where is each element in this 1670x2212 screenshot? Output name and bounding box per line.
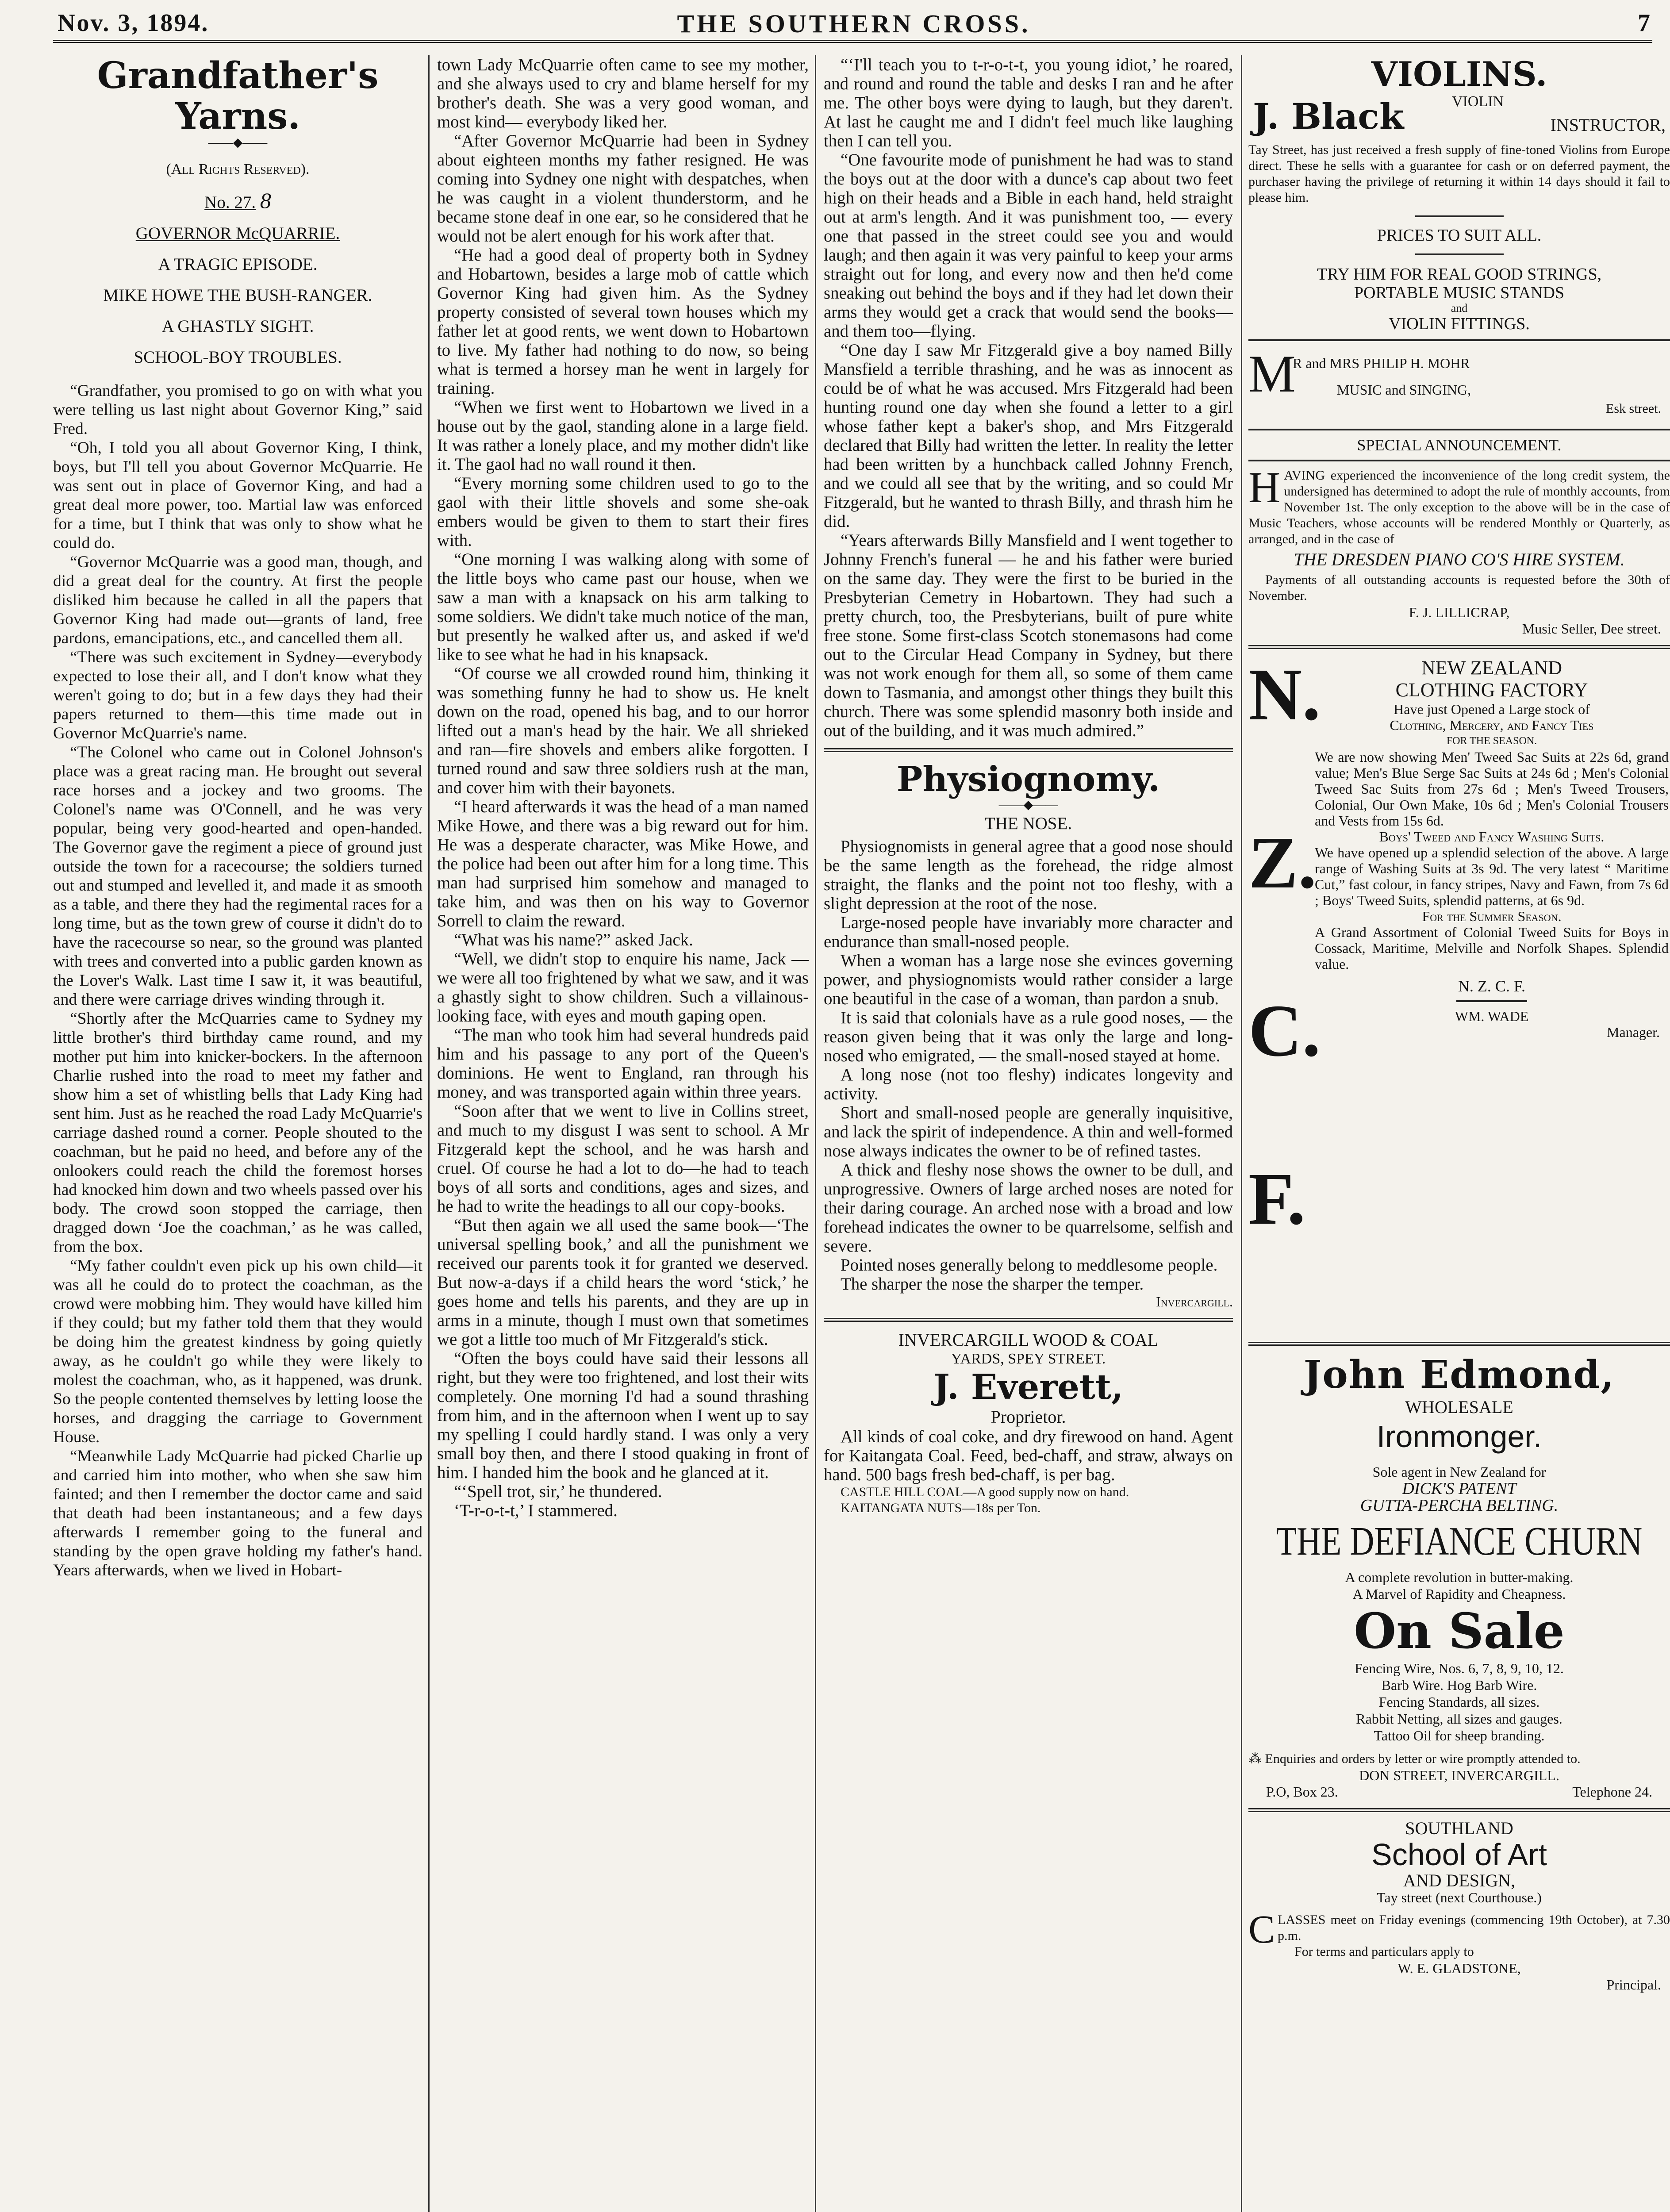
- section-rule: [1248, 1342, 1670, 1346]
- school-body: LASSES meet on Friday evenings (commencing 19th October), at 7.30 p.m.: [1278, 1912, 1670, 1943]
- nzcf-title1: NEW ZEALAND: [1421, 657, 1563, 679]
- section-rule: [824, 748, 1233, 752]
- edmond-box: P.O, Box 23.: [1266, 1784, 1338, 1800]
- paragraph: “What was his name?” asked Jack.: [454, 930, 693, 949]
- everett-heading: INVERCARGILL WOOD & COAL: [898, 1330, 1159, 1350]
- edmond-telephone: Telephone 24.: [1572, 1784, 1652, 1800]
- article-title: [53, 55, 422, 137]
- masthead-title: THE SOUTHERN CROSS.: [677, 9, 1031, 38]
- paragraph: Large-nosed people have invariably more character and endurance than small-nosed people.: [824, 913, 1233, 951]
- paragraph: It is said that colonials have as a rule good noses, — the reason given being that it was only the large and long-nosed who emigrated, — the small-nosed stayed at home.: [824, 1008, 1233, 1065]
- paragraph: “But then again we all used the same book—‘The universal spelling book,’ and all the punishment we received our parents took it for granted we deserved. But now-a-days if a child hears the word ‘stick,’ he goes home and tells his parents, and they are up in arms in a minute, though I must own that sometimes we got a little too much of Mr Fitzgerald's stick.: [437, 1216, 809, 1349]
- everett-role: Proprietor.: [990, 1407, 1066, 1427]
- paragraph: “Shortly after the McQuarries came to Sydney my little brother's third birthday came round, and my mother put him into knicker-bockers. In the afternoon Charlie rushed into the road to meet my father and show him a set of whistling bells that Lady King had sent him. Just as he reached the road Lady McQuarrie's carriage dashed round a corner. People shouted to the coachman, but he paid no heed, and before any of the onlookers could reach the child the foremost horses had knocked him down and two wheels passed over his body. The crowd soon stopped the carriage, then dragged down ‘Joe the coachman,’ as he was called, from the box.: [53, 1010, 422, 1256]
- paragraph: Pointed noses generally belong to meddlesome people.: [841, 1256, 1218, 1275]
- edmond-item: Fencing Standards, all sizes.: [1378, 1694, 1540, 1710]
- edmond-agent: Sole agent in New Zealand for: [1372, 1464, 1546, 1480]
- paragraph: “After Governor McQuarrie had been in Sydney about eighteen months my father resigned. He was coming into Sydney one night with despatches, when he was caught in a violent thunderstorm, and he became stone deaf in one ear, so he considered that he would not be alert enough for his work after that.: [437, 131, 809, 246]
- edmond-address: DON STREET, INVERCARGILL.: [1359, 1767, 1559, 1783]
- school-line3: AND DESIGN,: [1403, 1870, 1516, 1890]
- paragraph: Short and small-nosed people are generally inquisitive, and lack the spirit of independence. A thin and well-formed nose always indicates the owner to be of refined tastes.: [824, 1103, 1233, 1160]
- edmond-churn-desc: A complete revolution in butter-making.: [1345, 1569, 1574, 1585]
- nzcf-letter: F.: [1248, 1158, 1306, 1240]
- edmond-belting: GUTTA-PERCHA BELTING.: [1360, 1496, 1559, 1515]
- paragraph: A thick and fleshy nose shows the owner to be dull, and unprogressive. Owners of large arched noses are noted for their daring courage. An arched nose with a broad and low forehead indicates the owner to be quarrelsome, selfish and severe.: [824, 1160, 1233, 1256]
- nzcf-body3: We are now showing Men' Tweed Sac Suits at 22s 6d, grand value; Men's Blue Serge Sac Suits at 24s 6d ; Men's Colonial Tweed Sac Suits from 27s 6d ; Men's Tweed Trousers, Colonial, Our Own Make, 10s 6d ; Men's Colonial Trousers and Vests from 15s 6d.: [1315, 749, 1669, 829]
- subtitle: A GHASTLY SIGHT.: [161, 317, 314, 336]
- short-rule: [1415, 253, 1504, 255]
- subtitle: A TRAGIC EPISODE.: [158, 255, 318, 274]
- paragraph: “Every morning some children used to go to the gaol with their little shovels and some she-oak embers would be given to them to start their fires with.: [437, 474, 809, 550]
- paragraph: “There was such excitement in Sydney—everybody expected to lose their all, and I don't know what they weren't going to do; but in a few days they had their papers returned to them—this time made out in Governor McQuarrie's name.: [53, 648, 422, 742]
- paragraph: The sharper the nose the sharper the temper.: [841, 1275, 1144, 1294]
- article-number: [53, 190, 422, 213]
- special-body: AVING experienced the inconvenience of the long credit system, the undersigned has determined to adopt the rule of monthly accounts, from November 1st. The only exception to the above will be in the case of Music Teachers, whose accounts will be rendered Monthly or Quarterly, as arranged, and in the case of: [1248, 468, 1670, 546]
- special-header: SPECIAL ANNOUNCEMENT.: [1357, 436, 1562, 454]
- school-apply: For terms and particulars apply to: [1294, 1944, 1474, 1959]
- edmond-patent: DICK'S PATENT: [1402, 1479, 1516, 1498]
- paragraph: “Of course we all crowded round him, thinking it was something funny he had to show us. He knelt down on the road, opened his bag, and to our horror lifted out a man's head by the hair. We all shrieked and ran—fire shovels and embers alike forgotten. I turned round and saw three soldiers rush at the man, and cover him with their bayonets.: [437, 664, 809, 797]
- edmond-item: Tattoo Oil for sheep branding.: [1374, 1728, 1545, 1743]
- paragraph: “He had a good deal of property both in Sydney and Hobartown, besides a large mob of cattle which Governor King had given him. As the Sydney property consisted of several town houses which my father let at good rents, we went down to Hobartown to live. My father had nothing to do now, so being what is termed a horsey man he went in largely for training.: [437, 246, 809, 398]
- paragraph: “Years afterwards Billy Mansfield and I went together to Johnny French's funeral — he and his father were buried on the same day. They were the first to be buried in the Presbyterian Cemetry in Hobartown. They had such a pretty church, too, the Presbyterians, built of pure white free stone. Some first-class Scotch stonemasons had come out to the Circular Head Company in Sydney, but there was not work enough for them all, so some of them came down to Tasmania, and amongst other things they built this church. There was some splendid masonry both inside and out of the building, and it was much admired.”: [824, 531, 1233, 740]
- violins-role-1: VIOLIN: [1452, 93, 1504, 110]
- school-name: W. E. GLADSTONE,: [1397, 1960, 1521, 1976]
- edmond-enquiries: Enquiries and orders by letter or wire promptly attended to.: [1265, 1751, 1581, 1766]
- nzcf-ad: [1248, 653, 1670, 1334]
- paragraph: “Soon after that we went to live in Collins street, and much to my disgust I was sent to school. A Mr Fitzgerald kept the school, and he was harsh and cruel. Of course he had a lot to do—he had to teach boys of all sorts and conditions, ages and sizes, and he had to write the headings to all our copy-books.: [437, 1102, 809, 1216]
- nzcf-sig: N. Z. C. F.: [1458, 977, 1526, 995]
- paragraph: “The man who took him had several hundreds paid him and his passage to any port of the Queen's dominions. He went to England, ran through his money, and was transported again within three years.: [437, 1025, 809, 1102]
- special-sig-name: F. J. LILLICRAP,: [1409, 604, 1510, 620]
- nzcf-summer: For the Summer Season.: [1422, 908, 1562, 924]
- paragraph: “‘Spell trot, sir,’ he thundered.: [454, 1482, 662, 1501]
- subtitle: MIKE HOWE THE BUSH-RANGER.: [103, 286, 372, 305]
- asterism-icon: ⁂: [1248, 1751, 1265, 1766]
- special-system: THE DRESDEN PIANO CO'S HIRE SYSTEM.: [1294, 549, 1625, 569]
- nzcf-manager-name: WM. WADE: [1455, 1008, 1529, 1024]
- paragraph: “‘I'll teach you to t-r-o-t-t, you young idiot,’ he roared, and round and round the table and desks I ran and he after me. The other boys were dying to laugh, but they daren't. At last he caught me and I didn't feel much like laughing then I can tell you.: [824, 55, 1233, 150]
- edmond-item: Barb Wire. Hog Barb Wire.: [1381, 1677, 1537, 1693]
- edmond-item: Fencing Wire, Nos. 6, 7, 8, 9, 10, 12.: [1355, 1660, 1564, 1676]
- paragraph: “One day I saw Mr Fitzgerald give a boy named Billy Mansfield a terrible thrashing, and he was as innocent as could be of what he was accused. Mrs Fitzgerald had been hunting round one day when she found a letter to a girl whose father kept a baker's shop, and Mrs Fitzgerald declared that Billy had written the letter. In reality the letter had been written by a hunchback called Johnny French, and we could all see that by the writing, and so could Mr Fitzgerald, but he wanted to thrash Billy, and thrash him he did.: [824, 341, 1233, 531]
- paragraph: “Often the boys could have said their lessons all right, but they were too frightened, and lost their wits completely. One morning I'd had a sound thrashing from him, and in the afternoon when I went up to say my spelling I could hardly stand. I was only a very small boy then, and there I stood quaking in front of him. I handed him the book and he glanced at it.: [437, 1349, 809, 1482]
- special-sig-role: Music Seller, Dee street.: [1522, 621, 1661, 637]
- violins-name-block: [1248, 93, 1670, 142]
- edmond-ironmonger: Ironmonger.: [1376, 1419, 1542, 1454]
- rights-notice: (All Rights Reserved).: [166, 161, 310, 177]
- paragraph: ‘T-r-o-t-t,’ I stammered.: [454, 1501, 618, 1520]
- everett-castle-hill: CASTLE HILL COAL—A good supply now on hand.: [841, 1485, 1129, 1499]
- edmond-wholesale: WHOLESALE: [1405, 1397, 1513, 1417]
- everett-name: J. Everett,: [933, 1367, 1124, 1407]
- violins-try-3: VIOLIN FITTINGS.: [1389, 315, 1530, 333]
- special-body-block: [1248, 463, 1670, 547]
- paragraph: “When we first went to Hobartown we lived in a house out by the gaol, standing alone in a large field. It was rather a lonely place, and my mother didn't like it. The gaol had no wall round it then.: [437, 398, 809, 474]
- paragraph: “The Colonel who came out in Colonel Johnson's place was a great racing man. He brought out several race horses and a jockey and two grooms. The Colonel's name was O'Connell, and he was very popular, being very good-hearted and open-handed. The Governor gave the regiment a piece of ground just outside the town for a racecourse; the soldiers turned out and stumped and levelled it, and made it as smooth as a table, and there they had the regimental races for a long time, but as the town grew of course it didn't do to have the racecourse so near, so the ground was planted with trees and converted into a public garden known as the Lover's Walk. Last time I saw it, it was beautiful, and there were carriage drives winding through it.: [53, 743, 422, 1009]
- mohr-initial: M: [1248, 344, 1296, 403]
- school-body-block: [1248, 1908, 1670, 1951]
- paragraph: “Meanwhile Lady McQuarrie had picked Charlie up and carried him into mother, who when she saw him fainted; and then I remember the doctor came and said that death had been instantaneous; and a few days afterwards I remember going to the funeral and standing by the open grave holding my father's hand. Years afterwards, when we lived in Hobart-: [53, 1447, 422, 1579]
- short-rule: [1456, 1000, 1527, 1002]
- section-rule: [1248, 339, 1670, 341]
- column-2: [437, 55, 809, 2212]
- edmond-name: John Edmond,: [1303, 1352, 1615, 1397]
- paragraph: “Governor McQuarrie was a good man, though, and did a great deal for the country. At first the people disliked him because he called in all the papers that Governor King had made out—grants of land, free pardons, emancipations, etc., and cancelled them all.: [53, 553, 422, 647]
- edmond-on-sale: On Sale: [1354, 1602, 1565, 1659]
- nzcf-letter: N.: [1248, 653, 1321, 736]
- nzcf-letters: [1248, 653, 1321, 1329]
- everett-kaitangata: KAITANGATA NUTS—18s per Ton.: [841, 1501, 1041, 1515]
- nzcf-boys: Boys' Tweed and Fancy Washing Suits.: [1379, 829, 1605, 845]
- paragraph: “My father couldn't even pick up his own child—it was all he could do to protect the coachman, as the crowd were mobbing him. They would have killed him if they could; but my father told them that they would be doing him the greatest kindness by going quietly away, as he couldn't go while they were likely to molest the coachman, who, as it happened, was drunk. So the people contented themselves by letting loose the horses, and dragging the carriage to Government House.: [53, 1257, 422, 1446]
- nzcf-body1: Have just Opened a Large stock of: [1394, 701, 1590, 717]
- nzcf-body2: Clothing, Mercery, and Fancy Ties: [1390, 717, 1594, 733]
- column-3: [824, 55, 1233, 2212]
- violins-prices: PRICES TO SUIT ALL.: [1377, 226, 1542, 245]
- school-initial: C: [1248, 1908, 1275, 1951]
- violins-header: VIOLINS.: [1371, 55, 1547, 94]
- section-rule: [1248, 645, 1670, 649]
- masthead-date: Nov. 3, 1894.: [58, 9, 209, 37]
- nzcf-body: [1315, 657, 1669, 1040]
- paragraph: “Grandfather, you promised to go on with what you were telling us last night about Governor King,” said Fred.: [53, 382, 422, 438]
- column-1: [53, 55, 422, 2212]
- paragraph: Physiognomists in general agree that a good nose should be the same length as the forehead, the ridge almost straight, the flanks and the point not too fleshy, with a slight depression at the root of the nose.: [824, 837, 1233, 913]
- edmond-churn: THE DEFIANCE CHURN: [1276, 1519, 1643, 1564]
- paragraph: “One morning I was walking along with some of the little boys who came past our house, when we saw a man with a knapsack on his arm talking to some soldiers. We didn't take much notice of the man, but presently he walked after us, and asked if we'd like to see what he had in his knapsack.: [437, 550, 809, 664]
- masthead: [58, 9, 1650, 36]
- violins-try-and: and: [1451, 302, 1468, 315]
- masthead-page-number: 7: [1638, 9, 1650, 37]
- violins-body: Tay Street, has just received a fresh supply of fine-toned Violins from Europe direct. These he sells with a guarantee for cash or on deferred payment, the purchaser having the privilege of returning it within 14 days should it fail to please him.: [1248, 142, 1670, 205]
- section-rule: [824, 1318, 1233, 1322]
- everett-address: YARDS, SPEY STREET.: [951, 1351, 1106, 1367]
- school-line4: Tay street (next Courthouse.): [1377, 1889, 1542, 1905]
- school-line2: School of Art: [1371, 1837, 1547, 1872]
- paragraph: town Lady McQuarrie often came to see my mother, and she always used to cry and blame herself for my brother's death. She was a very good woman, and most kind— everybody liked her.: [437, 55, 809, 131]
- violins-name: J. Black: [1253, 96, 1404, 137]
- mohr-line1: R and MRS PHILIP H. MOHR: [1293, 355, 1470, 371]
- paragraph: “Oh, I told you all about Governor King, I think, boys, but I'll tell you about Governor McQuarrie. He was sent out in place of Governor King, and had a great deal more power, too. Martial law was enforced for a time, but I think that was only to show what he could do.: [53, 439, 422, 552]
- physiognomy-source: Invercargill.: [1156, 1294, 1233, 1310]
- nzcf-body4: We have opened up a splendid selection of the above. A large range of Washing Suits at 3s 9d. The very latest “ Maritime Cut,” fast colour, in fancy stripes, Navy and Fawn, from 7s 6d ; Boys' Tweed Suits, splendid patterns, at 6s 9d.: [1315, 845, 1669, 908]
- paragraph: When a woman has a large nose she evinces governing power, and physiognomists would rather consider a large one beautiful in the case of a woman, than pardon a snub.: [824, 951, 1233, 1008]
- article-title-line1: Grandfather's: [97, 55, 379, 97]
- physiognomy-subtitle: THE NOSE.: [984, 814, 1072, 833]
- article-title-line2: Yarns.: [175, 95, 300, 138]
- nzcf-letter: C.: [1248, 990, 1321, 1072]
- article-number-handwritten: 8: [260, 188, 271, 213]
- special-initial: H: [1248, 463, 1281, 512]
- paragraph: A long nose (not too fleshy) indicates longevity and activity.: [824, 1065, 1233, 1103]
- short-rule: [1415, 215, 1504, 217]
- column-rule: [428, 55, 430, 2212]
- subtitle: SCHOOL-BOY TROUBLES.: [134, 348, 342, 367]
- diamond-ornament: ——◆——: [998, 798, 1058, 812]
- diamond-ornament: ——◆——: [208, 136, 268, 150]
- column-rule: [1241, 55, 1242, 2212]
- edmond-enquiries-block: [1248, 1751, 1670, 1767]
- section-rule: [1248, 1808, 1670, 1812]
- paragraph: “Well, we didn't stop to enquire his name, Jack — we were all too frightened by what we saw, and it was a ghastly sight to show children. Such a villainous-looking face, with eyes and mouth gaping open.: [437, 949, 809, 1025]
- nzcf-letter: Z.: [1248, 822, 1317, 904]
- school-line1: SOUTHLAND: [1405, 1818, 1513, 1838]
- subtitle: GOVERNOR McQUARRIE.: [135, 224, 340, 243]
- section-rule: [1248, 429, 1670, 430]
- paragraph: “One favourite mode of punishment he had was to stand the boys out at the door with a dunce's cap about two feet high on their heads and a Bible in each hand, held straight out at arm's length. And it was punishment too, — every one that passed in the street could see you and would laugh; and then again it was very painful to keep your arms straight out for long, and every now and then he'd come sneaking out behind the boys and if they had let down their arms they would get a crack that would send the books—and them too—flying.: [824, 150, 1233, 341]
- edmond-item: Rabbit Netting, all sizes and gauges.: [1356, 1711, 1563, 1727]
- column-4: [1248, 55, 1670, 2212]
- mohr-ad: [1248, 344, 1670, 422]
- special-payments: Payments of all outstanding accounts is requested before the 30th of November.: [1248, 572, 1670, 603]
- article-number-printed: No. 27.: [204, 193, 256, 212]
- nzcf-season: FOR THE SEASON.: [1446, 735, 1537, 747]
- edmond-contacts: [1248, 1784, 1670, 1800]
- violins-try-2: PORTABLE MUSIC STANDS: [1354, 284, 1565, 302]
- everett-body: All kinds of coal coke, and dry firewood on hand. Agent for Kaitangata Coal. Feed, bed-chaff, and straw, always on hand. 500 bags fresh bed-chaff, is per bag.: [824, 1427, 1233, 1484]
- edmond-marvel: A Marvel of Rapidity and Cheapness.: [1352, 1586, 1566, 1602]
- school-role: Principal.: [1606, 1977, 1661, 1993]
- nzcf-body5: A Grand Assortment of Colonial Tweed Suits for Boys in Cossack, Maritime, Melville and Norfolk Shapes. Splendid value.: [1315, 924, 1669, 972]
- nzcf-title2: CLOTHING FACTORY: [1395, 679, 1588, 701]
- masthead-rule: [53, 40, 1652, 43]
- mohr-line3: Esk street.: [1606, 401, 1661, 416]
- physiognomy-title: Physiognomy.: [896, 759, 1160, 799]
- section-rule: [1248, 460, 1670, 461]
- violins-try-1: TRY HIM FOR REAL GOOD STRINGS,: [1317, 265, 1602, 284]
- paragraph: “I heard afterwards it was the head of a man named Mike Howe, and there was a big reward out for him. He was a desperate character, was Mike Howe, and the police had been out after him for a long time. This man had surprised him somehow and managed to take him, and was then on his way to Governor Sorrell to claim the reward.: [437, 797, 809, 930]
- violins-role-2: INSTRUCTOR,: [1550, 115, 1666, 135]
- column-rule: [815, 55, 816, 2212]
- mohr-line2: MUSIC and SINGING,: [1337, 382, 1471, 398]
- nzcf-manager-role: Manager.: [1607, 1024, 1660, 1040]
